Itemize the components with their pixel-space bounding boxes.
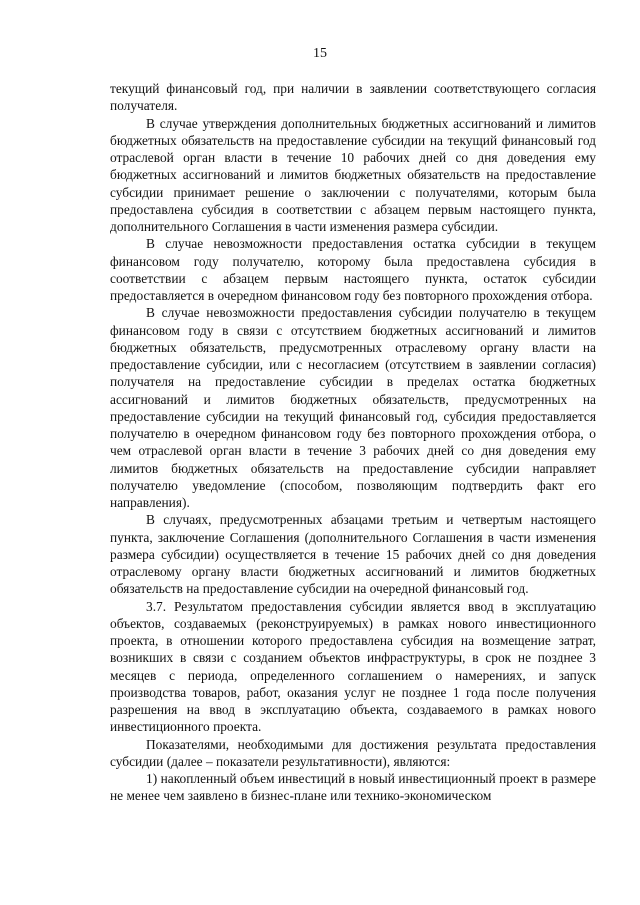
paragraph: Показателями, необходимыми для достижения результата предоставления субсидии (далее – показатели результативности), являются: [110,736,596,769]
paragraph: 1) накопленный объем инвестиций в новый инвестиционный проект в размере не менее чем заявлено в бизнес-плане или технико-экономическом [110,771,596,804]
paragraph: текущий финансовый год, при наличии в заявлении соответствующего согласия получателя. [110,81,596,114]
paragraph: В случае утверждения дополнительных бюджетных ассигнований и лимитов бюджетных обязательств на предоставление субсидии на текущий финансовый год отраслевой орган власти в течение 10 рабочих дней со дня доведения ему бюджетных ассигнований и лимитов бюджетных обязательств на предоставление субсидии принимает решение о заключении с получателями, которым была предоставлена субсидия в соответствии с абзацем первым настоящего пункта, дополнительного Соглашения в части изменения размера субсидии. [110,115,596,234]
paragraph: В случае невозможности предоставления субсидии получателю в текущем финансовом году в связи с отсутствием бюджетных ассигнований и лимитов бюджетных обязательств, предусмотренных отраслевому органу власти на предоставление субсидии, или с несогласием (отсутствием в заявлении согласия) получателя на предоставление субсидии в пределах остатка бюджетных ассигнований и лимитов бюджетных обязательств, предусмотренных на предоставление субсидии на текущий финансовый год, субсидия предоставляется получателю в очередном финансовом году без повторного прохождения отбора, о чем отраслевой орган власти в течение 3 рабочих дней со дня доведения ему лимитов бюджетных обязательств на предоставление субсидии направляет получателю уведомление (способом, позволяющим подтвердить факт его направления). [110,305,596,510]
document-body [110,80,596,805]
paragraph: 3.7. Результатом предоставления субсидии является ввод в эксплуатацию объектов, создаваемых (реконструируемых) в рамках нового инвестиционного проекта, в отношении которого предоставлена субсидия на возмещение затрат, возникших в связи с созданием объектов инфраструктуры, в срок не позднее 3 месяцев с периода, определенного соглашением о намерениях, и запуск производства товаров, работ, оказания услуг не позднее 1 года после получения разрешения на ввод в эксплуатацию объекта, создаваемого в рамках нового инвестиционного проекта. [110,598,596,735]
paragraph: В случае невозможности предоставления остатка субсидии в текущем финансовом году получателю, которому была предоставлена субсидия в соответствии с абзацем первым настоящего пункта, остаток субсидии предоставляется в очередном финансовом году без повторного прохождения отбора. [110,236,596,303]
page-number: 15 [313,46,327,61]
paragraph: В случаях, предусмотренных абзацами третьим и четвертым настоящего пункта, заключение Соглашения (дополнительного Соглашения в части изменения размера субсидии) осуществляется в течение 15 рабочих дней со дня доведения отраслевому органу власти бюджетных ассигнований и лимитов бюджетных обязательств на предоставление субсидии на очередной финансовый год. [110,512,596,597]
